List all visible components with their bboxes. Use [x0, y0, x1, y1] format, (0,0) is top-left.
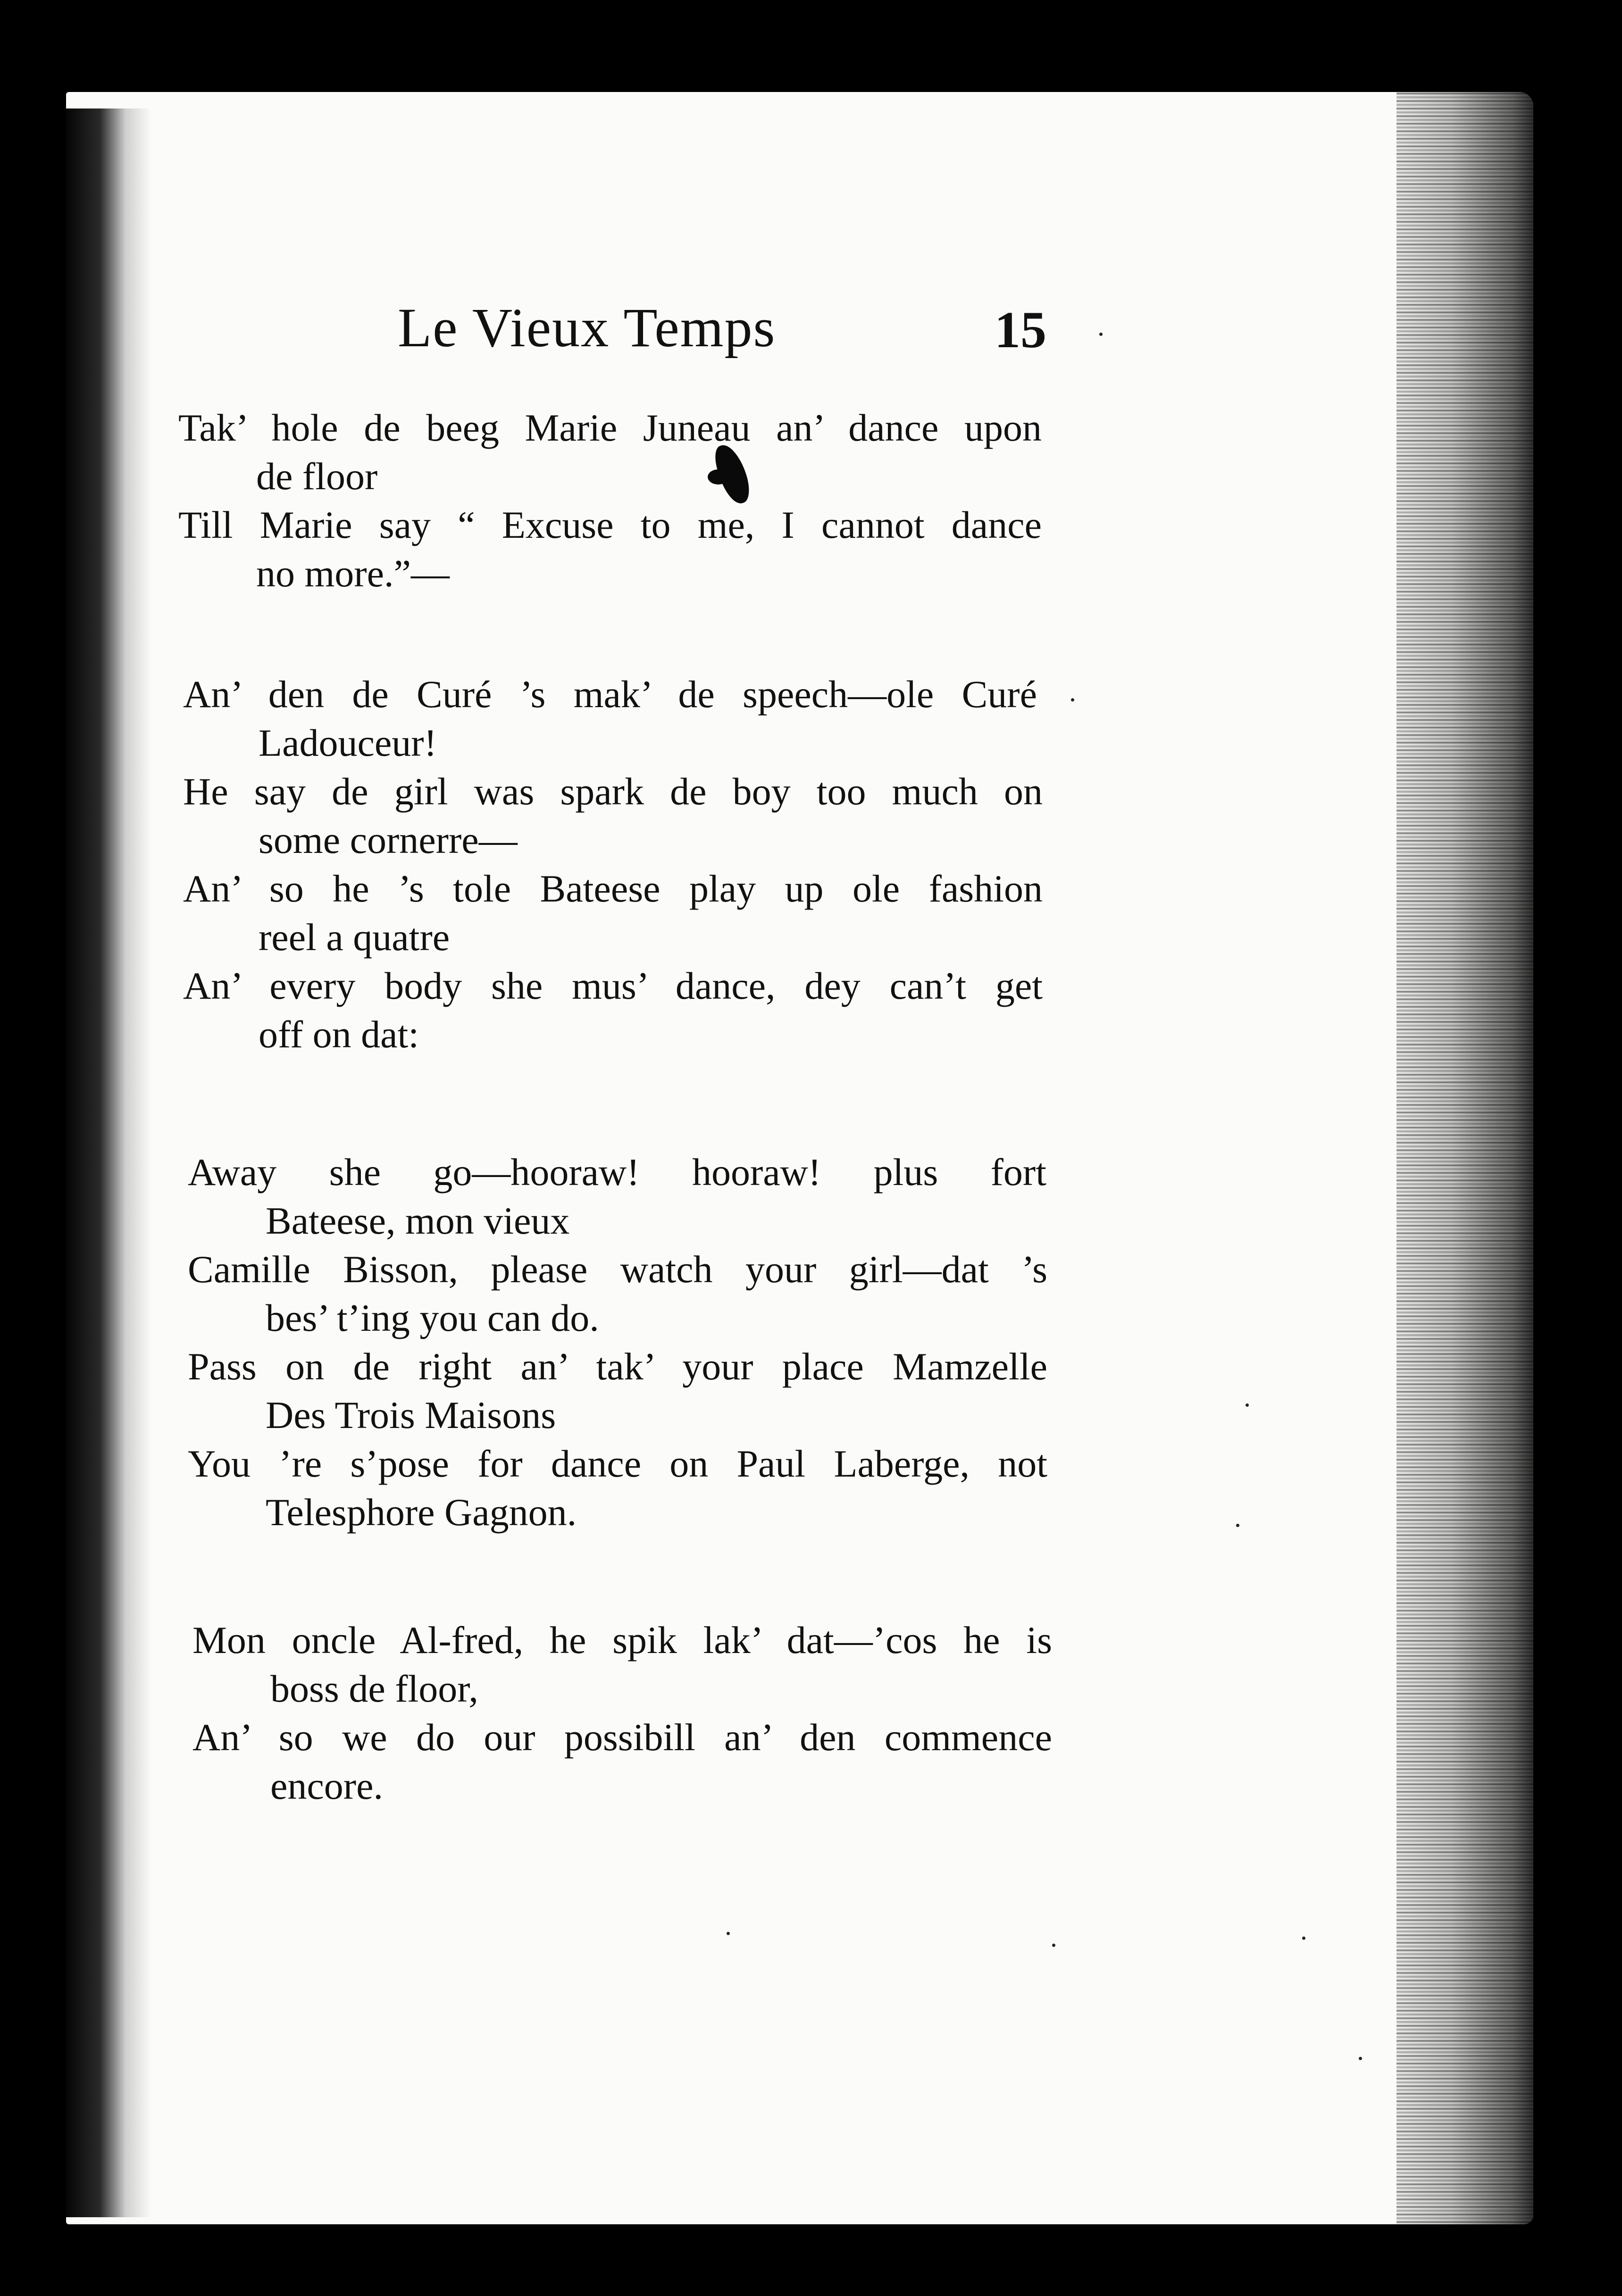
- line-continuation: bes’ t’ing you can do.: [266, 1296, 599, 1339]
- line-first: Mon oncle Al-fred, he spik lak’ dat—’cos he is: [192, 1619, 1052, 1661]
- line-continuation: Bateese, mon vieux: [266, 1199, 570, 1242]
- dust-speck: [1236, 1524, 1239, 1527]
- dust-speck: [1302, 1937, 1305, 1940]
- line-continuation: no more.”—: [256, 552, 450, 595]
- page-edge-shadow: [1396, 92, 1533, 2224]
- line-first: Camille Bisson, please watch your girl—dat ’s: [188, 1248, 1047, 1291]
- line-continuation: Telesphore Gagnon.: [266, 1491, 577, 1534]
- dust-speck: [1246, 1403, 1249, 1407]
- line-first: An’ every body she mus’ dance, dey can’t get: [183, 964, 1043, 1007]
- line-continuation: Des Trois Maisons: [266, 1394, 556, 1436]
- line-first: Till Marie say “ Excuse to me, I cannot dance: [178, 503, 1042, 546]
- line-first: He say de girl was spark de boy too much on: [183, 770, 1043, 813]
- dust-speck: [1052, 1944, 1055, 1947]
- line-continuation: Ladouceur!: [259, 721, 437, 764]
- stanza-1: [178, 403, 1122, 598]
- line-first: An’ so he ’s tole Bateese play up ole fashion: [183, 867, 1043, 910]
- line-first: An’ so we do our possibill an’ den commence: [192, 1716, 1052, 1759]
- line-first: Tak’ hole de beeg Marie Juneau an’ dance upon: [178, 406, 1042, 449]
- ink-blot: [708, 469, 729, 484]
- dust-speck: [1071, 698, 1074, 701]
- spine-shadow: [66, 109, 151, 2217]
- dust-speck: [1099, 333, 1103, 336]
- stanza-2: [183, 670, 1127, 1059]
- line-continuation: encore.: [270, 1764, 383, 1807]
- line-first: An’ den de Curé ’s mak’ de speech—ole Curé: [183, 673, 1037, 716]
- line-first: Pass on de right an’ tak’ your place Mamzelle: [188, 1345, 1047, 1388]
- dust-speck: [1359, 2057, 1362, 2060]
- running-head-title: Le Vieux Temps: [398, 297, 776, 359]
- page-number: 15: [995, 301, 1046, 359]
- stanza-3: [188, 1148, 1131, 1536]
- line-first: You ’re s’pose for dance on Paul Laberge, not: [188, 1442, 1047, 1485]
- line-continuation: de floor: [256, 455, 378, 498]
- running-head: [0, 290, 1622, 366]
- line-continuation: some cornerre—: [259, 818, 518, 861]
- line-first: Away she go—hooraw! hooraw! plus fort: [188, 1151, 1046, 1194]
- dust-speck: [727, 1932, 730, 1935]
- line-continuation: boss de floor,: [270, 1667, 478, 1710]
- line-continuation: reel a quatre: [259, 916, 450, 959]
- stanza-4: [192, 1616, 1136, 1810]
- line-continuation: off on dat:: [259, 1013, 419, 1056]
